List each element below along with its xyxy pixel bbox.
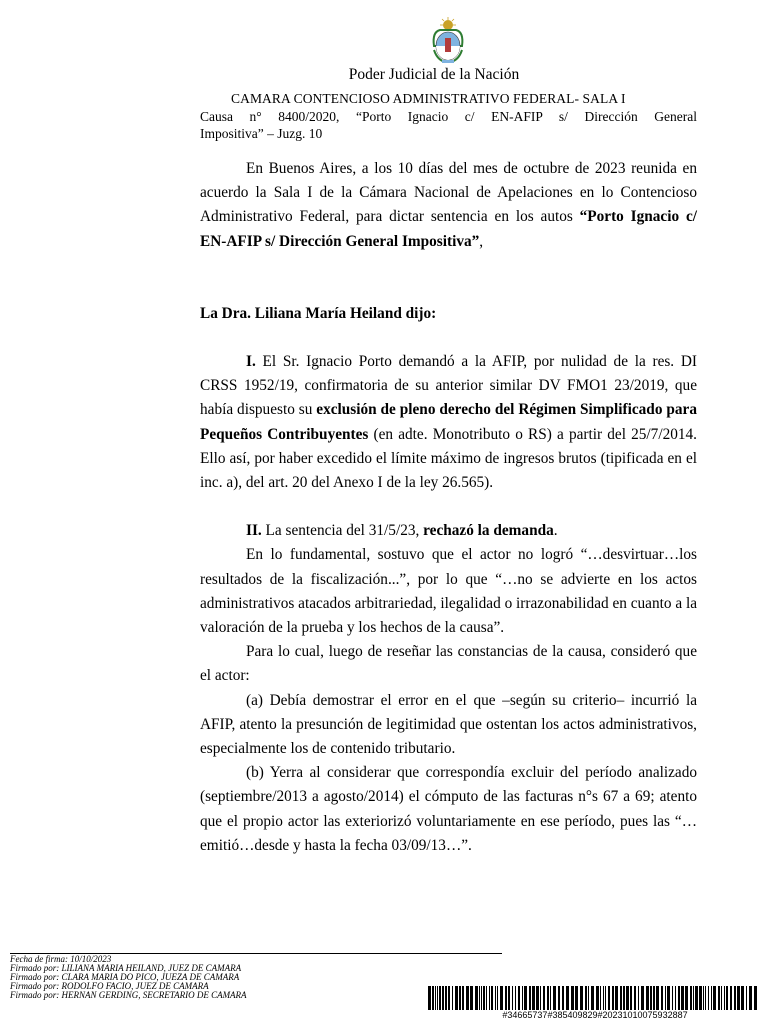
exclusion-phrase: exclusión de pleno derecho del Régimen Simplificado para Pequeños Contribuyentes [200, 401, 697, 443]
paragraph: Para lo cual, luego de reseñar las constancias de la causa, consideró que el actor: [200, 643, 697, 685]
section-i-paragraph: I. El Sr. Ignacio Porto demandó a la AFIP, por nulidad de la res. DI CRSS 1952/19, confirmatoria de su anterior similar DV FMO1 23/2019, que había dispuesto su exclusión de pleno derecho del Régimen Simplificado para Pequeños Contribuyentes (en adte. Monotributo o RS) a partir del 25/7/2014. Ello así, por haber excedido el límite máximo de ingresos brutos (tipificada en el inc. a), del art. 20 del Anexo I de la ley 26.565). [200, 353, 697, 492]
argentina-coat-of-arms-icon [428, 16, 468, 66]
case-caption [200, 108, 697, 142]
judgment-body [200, 157, 697, 858]
section-ii-paragraph: II. La sentencia del 31/5/23, rechazó la demanda. [246, 522, 558, 540]
paragraph: (a) Debía demostrar el error en el que –según su criterio– incurrió la AFIP, atento la presunción de legitimidad que ostentan los actos administrativos, especialmente los de contenido tributario. [200, 691, 697, 758]
section-number: I. [246, 353, 256, 371]
signature-line: Firmado por: HERNAN GERDING, SECRETARIO DE CAMARA [10, 990, 247, 1000]
opening-paragraph: En Buenos Aires, a los 10 días del mes de octubre de 2023 reunida en acuerdo la Sala I de la Cámara Nacional de Apelaciones en lo Contencioso Administrativo Federal, para dictar sentencia en los autos “Porto Ignacio c/ EN-AFIP s/ Dirección General Impositiva”, [200, 160, 697, 250]
section-number: II. [246, 522, 262, 540]
rejection-phrase: rechazó la demanda [423, 522, 554, 540]
case-caption-line1: Causa n° 8400/2020, “Porto Ignacio c/ EN-AFIP s/ Dirección General [200, 109, 697, 124]
signature-line: Firmado por: CLARA MARIA DO PICO, JUEZA DE CAMARA [10, 972, 240, 982]
case-title: “Porto Ignacio c/ EN-AFIP s/ Dirección General Impositiva” [200, 208, 697, 250]
judge-heading: La Dra. Liliana María Heiland dijo: [200, 304, 437, 322]
court-name: Poder Judicial de la Nación [348, 66, 520, 83]
barcode-number: #34665737#385409829#20231010075932887 [502, 1010, 688, 1020]
signature-line: Firmado por: LILIANA MARIA HEILAND, JUEZ DE CAMARA [10, 963, 242, 973]
case-caption-line2: Impositiva” – Juzg. 10 [200, 126, 323, 141]
paragraph: En lo fundamental, sostuvo que el actor no logró “…desvirtuar…los resultados de la fiscalización...”, por lo que “…no se advierte en los actos administrativos atacados arbitrariedad, ilegalidad o irrazonabilidad en cuanto a la valoración de la prueba y los hechos de la causa”. [200, 546, 697, 637]
signature-line: Firmado por: RODOLFO FACIO, JUEZ DE CAMARA [10, 981, 209, 991]
chamber-title: CAMARA CONTENCIOSO ADMINISTRATIVO FEDERAL- SALA I [231, 91, 626, 106]
paragraph: (b) Yerra al considerar que correspondía excluir del período analizado (septiembre/2013 a agosto/2014) el cómputo de las facturas n°s 67 a 69; atento que el propio actor las exteriorizó voluntariamente en ese período, pues las “…emitió…desde y hasta la fecha 03/09/13…”. [200, 764, 697, 854]
signature-line: Fecha de firma: 10/10/2023 [10, 954, 112, 964]
signature-block [10, 955, 247, 1000]
barcode-icon [428, 986, 758, 1010]
